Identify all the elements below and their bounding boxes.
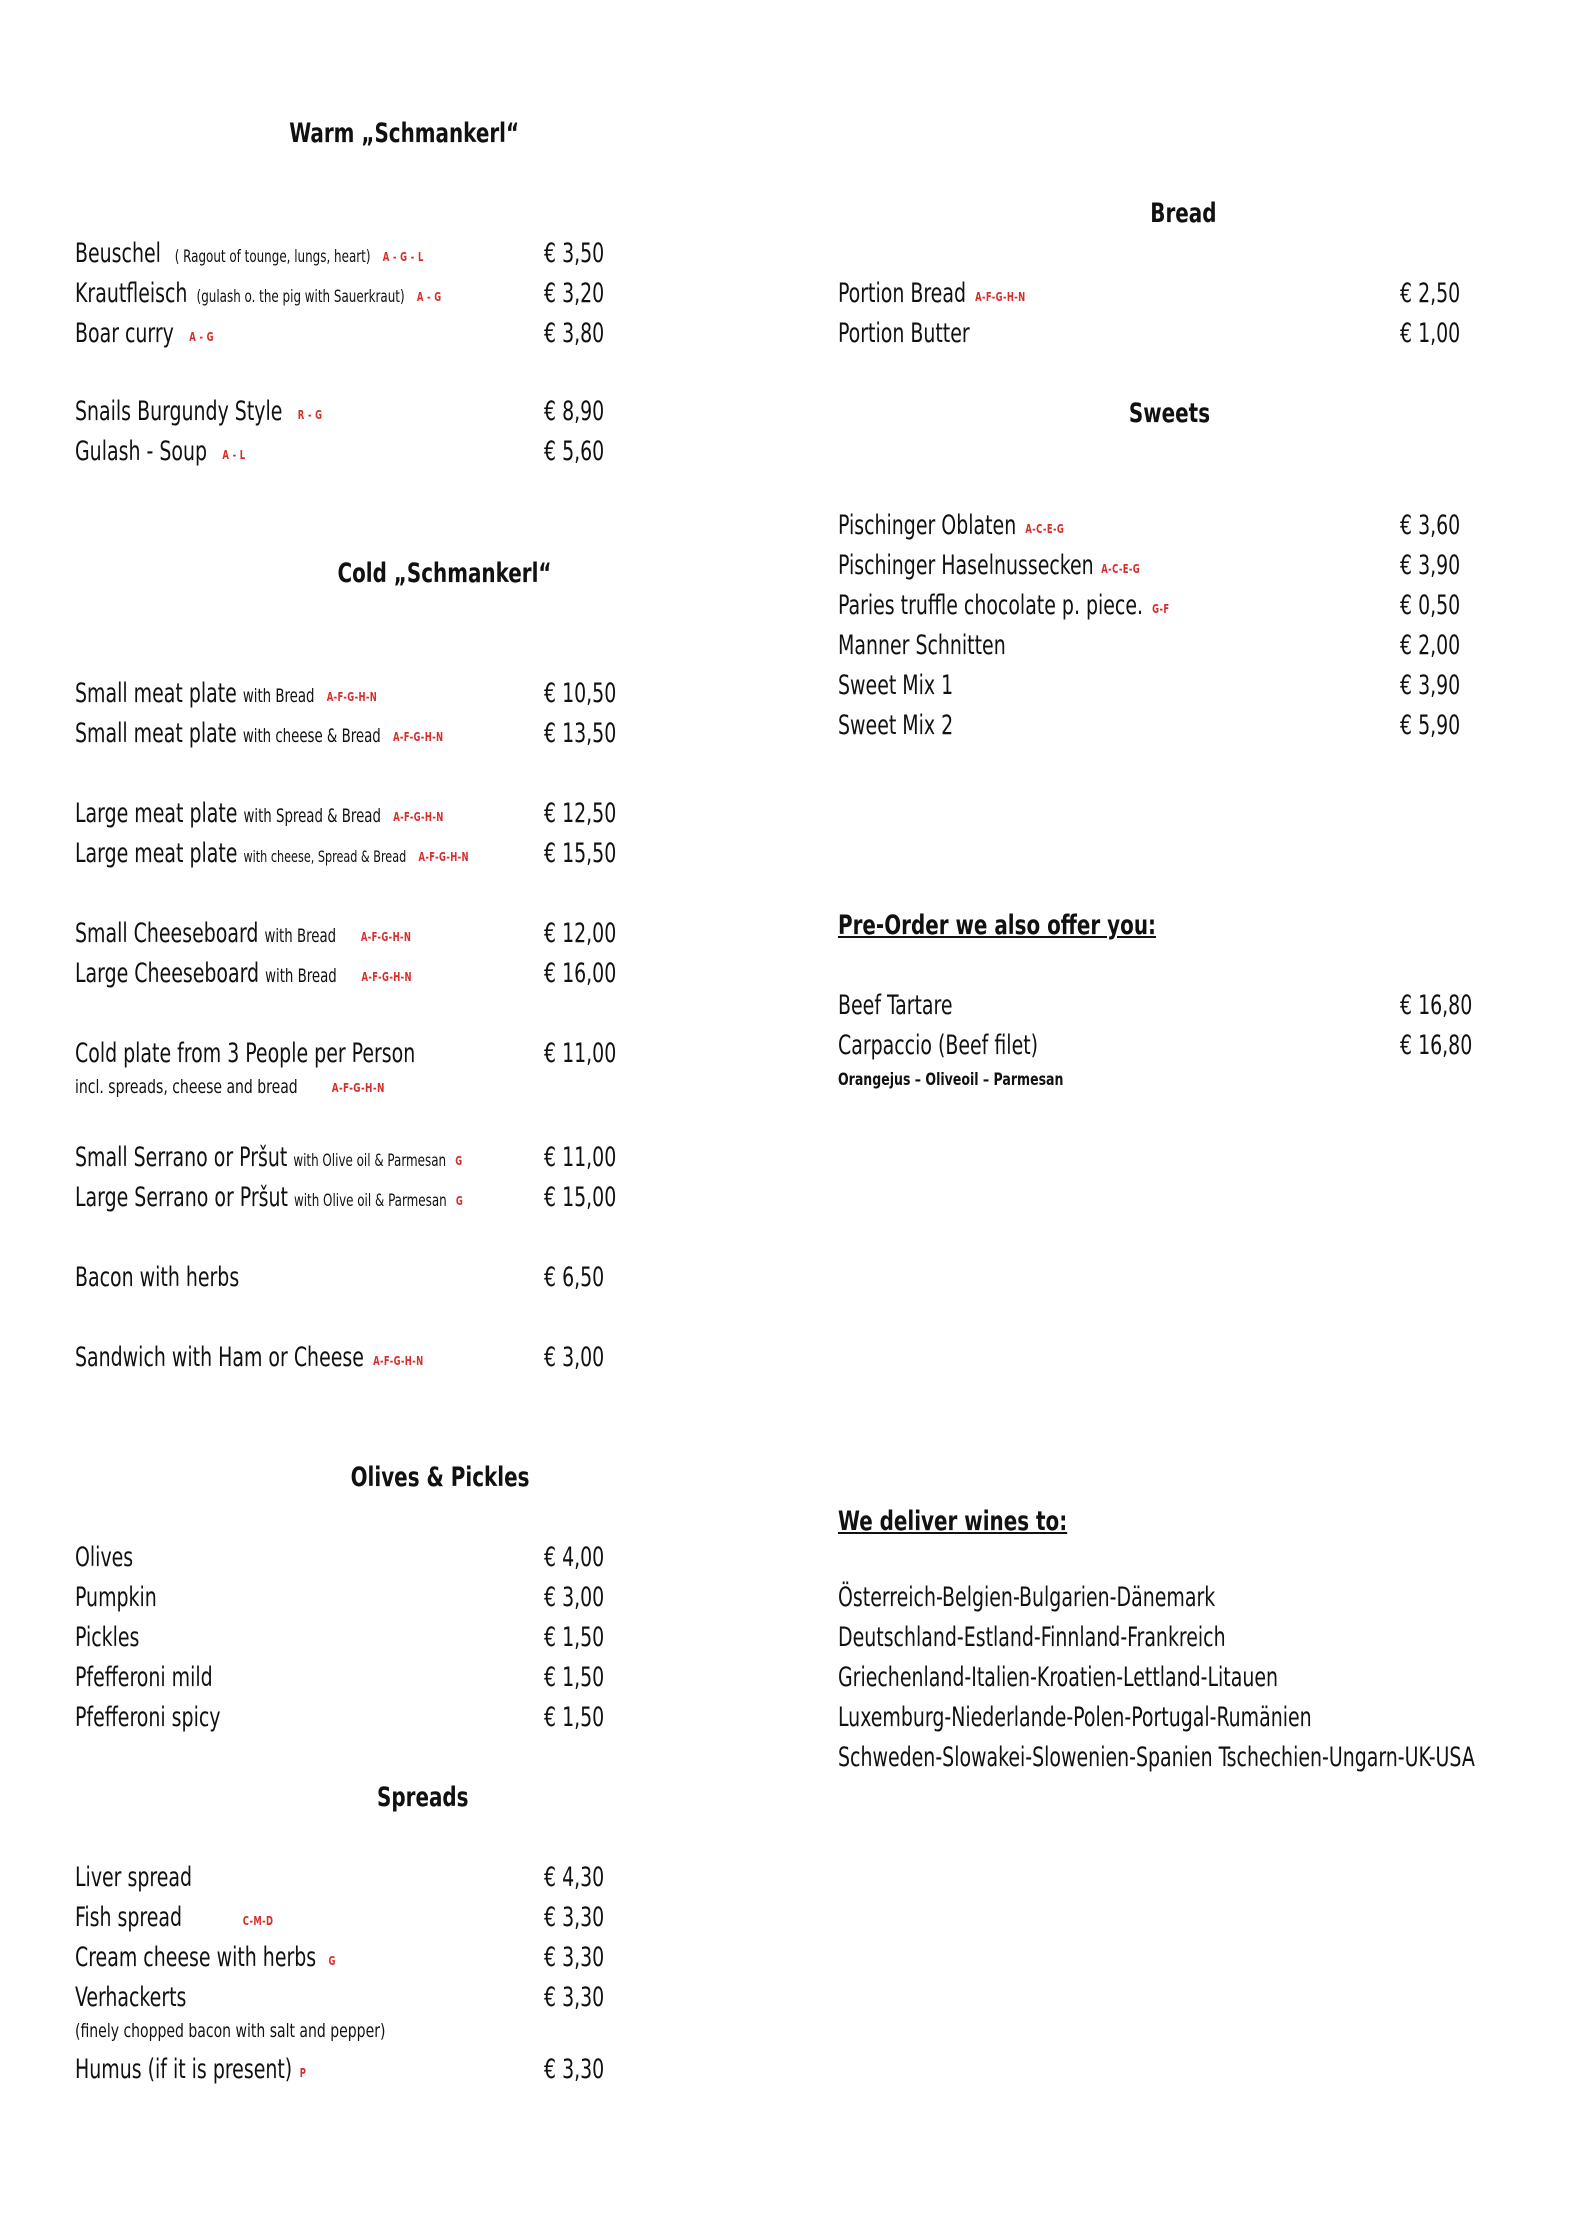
item-price: € 5,90 (1400, 710, 1461, 741)
item-name: Large Cheeseboard (75, 958, 260, 989)
item-price: € 5,60 (544, 436, 605, 467)
item-price: € 2,00 (1400, 630, 1461, 661)
menu-item (838, 510, 1064, 541)
item-price: € 3,60 (1400, 510, 1461, 541)
menu-item (838, 278, 1026, 309)
item-price: € 12,00 (544, 918, 617, 949)
wine-country-line: Griechenland-Italien-Kroatien-Lettland-Litauen (838, 1662, 1279, 1693)
allergen-code: A-F-G-H-N (418, 850, 469, 864)
item-price: € 3,50 (544, 238, 605, 269)
item-note: (gulash o. the pig with Sauerkraut) (196, 287, 405, 307)
item-name: Large meat plate (75, 838, 238, 869)
item-name: Pischinger Haselnussecken (838, 550, 1094, 581)
menu-item (75, 1182, 463, 1213)
menu-item (75, 1262, 239, 1293)
item-note: incl. spreads, cheese and bread (75, 1076, 298, 1098)
item-note: with Bread (242, 685, 315, 707)
item-name: Pischinger Oblaten (838, 510, 1017, 541)
item-name: Paries truffle chocolate p. piece. (838, 590, 1144, 621)
item-price: € 3,30 (544, 1982, 605, 2013)
menu-item (75, 396, 322, 427)
item-name: Large Serrano or Pršut (75, 1182, 288, 1213)
allergen-code: A-F-G-H-N (360, 930, 412, 944)
menu-item: Carpaccio (Beef filet) (838, 1030, 1039, 1061)
item-price: € 4,30 (544, 1862, 605, 1893)
item-name: Gulash - Soup (75, 436, 207, 467)
item-note: with Bread (265, 965, 337, 987)
item-price: € 15,00 (544, 1182, 617, 1213)
item-price: € 4,00 (544, 1542, 605, 1573)
menu-item: Pickles (75, 1622, 140, 1653)
allergen-code: A-F-G-H-N (975, 290, 1026, 304)
item-name: Small meat plate (75, 718, 237, 749)
allergen-code: A-F-G-H-N (331, 1081, 385, 1095)
item-name: Small Cheeseboard (75, 918, 259, 949)
wine-country-line: Schweden-Slowakei-Slowenien-Spanien Tschechien-Ungarn-UK-USA (838, 1742, 1475, 1773)
item-note: with cheese & Bread (242, 725, 381, 747)
item-price: € 13,50 (544, 718, 617, 749)
allergen-code: P (299, 2066, 307, 2080)
menu-item: Sweet Mix 1 (838, 670, 954, 701)
item-name: Fish spread (75, 1902, 183, 1933)
allergen-code: A-F-G-H-N (373, 1354, 424, 1368)
warm-heading: Warm „Schmankerl“ (289, 118, 520, 149)
menu-item: Portion Butter (838, 318, 970, 349)
menu-item: Olives (75, 1542, 134, 1573)
item-note: with Olive oil & Parmesan (293, 1191, 447, 1211)
item-name: Cold plate from 3 People per Person (75, 1038, 416, 1069)
allergen-code: A-F-G-H-N (393, 810, 444, 824)
menu-item (75, 678, 377, 709)
item-price: € 3,20 (544, 278, 605, 309)
menu-item (75, 1142, 463, 1173)
allergen-code: A - G (416, 290, 442, 304)
wine-country-line: Deutschland-Estland-Finnland-Frankreich (838, 1622, 1226, 1653)
item-price: € 16,80 (1400, 1030, 1473, 1061)
item-price: € 3,80 (544, 318, 605, 349)
item-price: € 3,30 (544, 1902, 605, 1933)
item-name: Boar curry (75, 318, 174, 349)
menu-item (75, 2054, 306, 2085)
allergen-code: G (455, 1194, 464, 1208)
allergen-code: G-F (1152, 602, 1170, 616)
cold-heading: Cold „Schmankerl“ (337, 558, 552, 589)
spreads-heading: Spreads (377, 1782, 469, 1813)
menu-item (75, 1942, 336, 1973)
menu-item (75, 278, 442, 309)
menu-item: Liver spread (75, 1862, 193, 1893)
allergen-code: G (328, 1954, 336, 1968)
item-price: € 16,80 (1400, 990, 1473, 1021)
menu-item: Pfefferoni mild (75, 1662, 213, 1693)
allergen-code: G (455, 1154, 463, 1168)
item-price: € 3,00 (544, 1342, 605, 1373)
item-price: € 3,90 (1400, 550, 1461, 581)
menu-item: Manner Schnitten (838, 630, 1006, 661)
sweets-heading: Sweets (1128, 398, 1211, 429)
allergen-code: A - G (189, 330, 214, 344)
menu-item (75, 436, 246, 467)
wines-heading: We deliver wines to: (838, 1506, 1068, 1537)
item-price: € 1,50 (544, 1702, 605, 1733)
item-note: with Spread & Bread (243, 805, 381, 827)
item-name: Humus (if it is present) (75, 2054, 293, 2085)
allergen-code: A-F-G-H-N (392, 730, 444, 744)
menu-item (75, 958, 412, 989)
allergen-code: A-C-E-G (1025, 522, 1065, 536)
menu-item (75, 918, 411, 949)
item-price: € 1,50 (544, 1662, 605, 1693)
item-name: Bacon with herbs (75, 1262, 240, 1293)
menu-item: Beef Tartare (838, 990, 953, 1021)
menu-item (838, 550, 1140, 581)
item-name: Large meat plate (75, 798, 238, 829)
menu-item (75, 718, 443, 749)
wine-country-line: Luxemburg-Niederlande-Polen-Portugal-Rumänien (838, 1702, 1312, 1733)
item-price: € 3,00 (544, 1582, 605, 1613)
allergen-code: A-C-E-G (1101, 562, 1141, 576)
item-price: € 15,50 (544, 838, 617, 869)
item-price: € 8,90 (544, 396, 605, 427)
allergen-code: A-F-G-H-N (326, 690, 378, 704)
preorder-heading: Pre-Order we also offer you: (838, 910, 1156, 941)
item-name: Snails Burgundy Style (75, 396, 283, 427)
bread-heading: Bread (1150, 198, 1217, 229)
menu-item-subline (75, 1076, 385, 1098)
item-price: € 0,50 (1400, 590, 1461, 621)
item-price: € 2,50 (1400, 278, 1461, 309)
item-note: (finely chopped bacon with salt and pepper) (75, 2020, 386, 2042)
menu-item: Pumpkin (75, 1582, 157, 1613)
item-name: Small Serrano or Pršut (75, 1142, 288, 1173)
menu-item (75, 1902, 273, 1933)
menu-item: Pfefferoni spicy (75, 1702, 221, 1733)
item-name: Cream cheese with herbs (75, 1942, 317, 1973)
item-price: € 16,00 (544, 958, 617, 989)
item-name: Small meat plate (75, 678, 237, 709)
item-price: € 6,50 (544, 1262, 605, 1293)
menu-item (75, 838, 469, 869)
item-price: € 3,30 (544, 1942, 605, 1973)
item-name: Portion Bread (838, 278, 966, 309)
preorder-subline: Orangejus – Oliveoil – Parmesan (838, 1070, 1064, 1090)
menu-item (75, 318, 214, 349)
item-note: ( Ragout of tounge, lungs, heart) (174, 247, 371, 267)
item-note: with Bread (264, 925, 337, 947)
item-price: € 1,50 (544, 1622, 605, 1653)
menu-item (838, 590, 1170, 621)
allergen-code: A - L (222, 448, 246, 462)
menu-item (75, 238, 424, 269)
item-price: € 1,00 (1400, 318, 1461, 349)
item-price: € 10,50 (544, 678, 617, 709)
item-name: Sandwich with Ham or Cheese (75, 1342, 364, 1373)
menu-item (75, 1038, 415, 1069)
allergen-code: A - G - L (382, 250, 424, 264)
menu-item: Sweet Mix 2 (838, 710, 954, 741)
item-price: € 12,50 (544, 798, 617, 829)
item-price: € 11,00 (544, 1038, 617, 1069)
allergen-code: C-M-D (242, 1914, 274, 1928)
item-name: Krautfleisch (75, 278, 188, 309)
allergen-code: A-F-G-H-N (361, 970, 412, 984)
menu-item (75, 1342, 424, 1373)
item-price: € 3,30 (544, 2054, 605, 2085)
item-price: € 11,00 (544, 1142, 617, 1173)
menu-item: Verhackerts (75, 1982, 187, 2013)
item-note: with Olive oil & Parmesan (293, 1151, 447, 1171)
wine-country-line: Österreich-Belgien-Bulgarien-Dänemark (838, 1582, 1216, 1613)
allergen-code: R - G (297, 408, 323, 422)
menu-item (75, 798, 444, 829)
item-price: € 3,90 (1400, 670, 1461, 701)
olives-heading: Olives & Pickles (350, 1462, 530, 1493)
item-note: with cheese, Spread & Bread (243, 847, 407, 866)
item-name: Beuschel (75, 238, 161, 269)
